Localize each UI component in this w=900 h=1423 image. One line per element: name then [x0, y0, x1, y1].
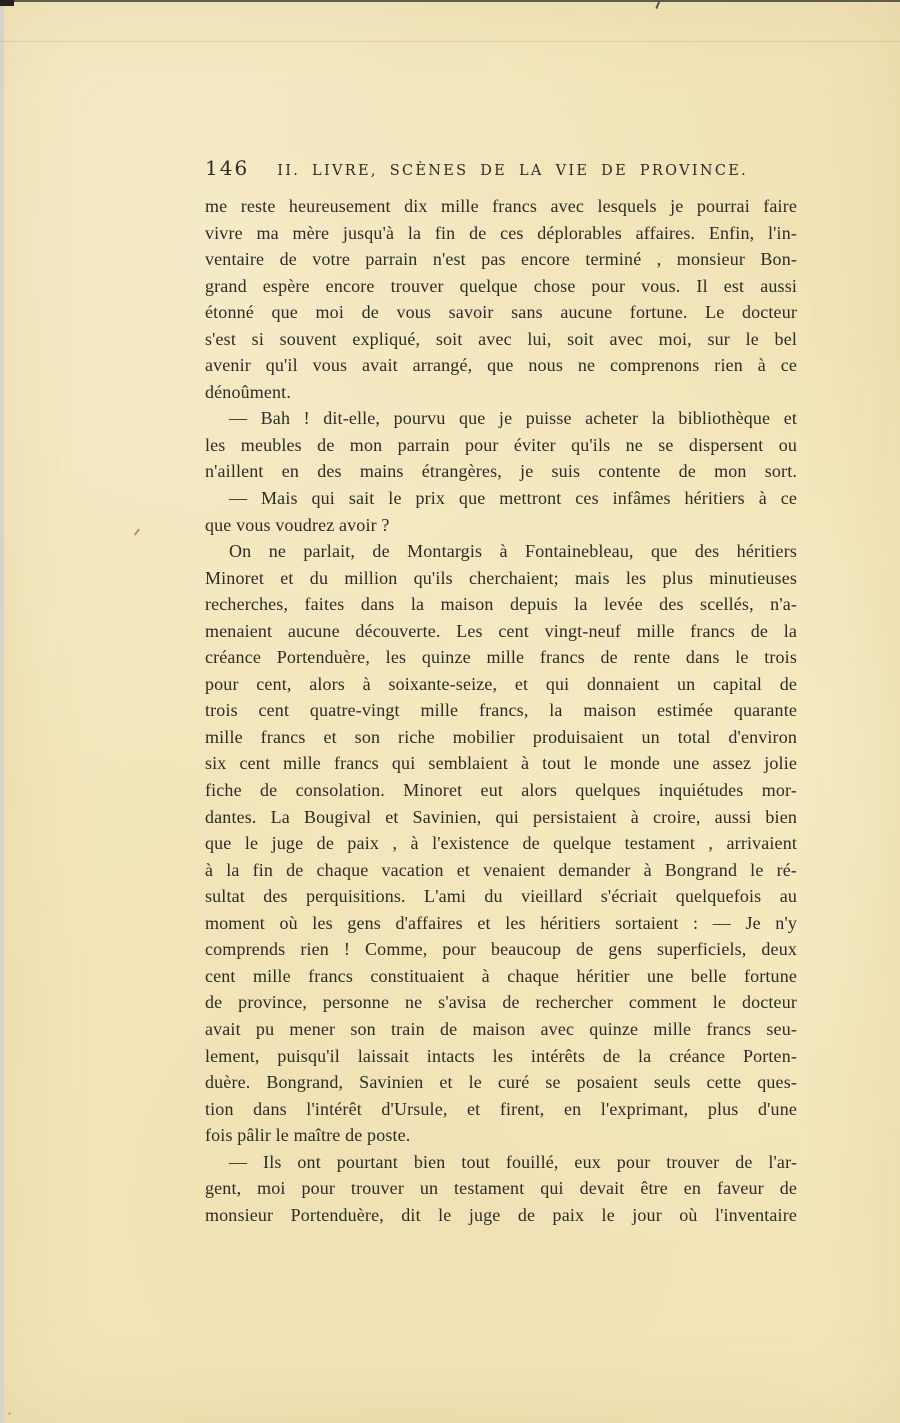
text-line: fiche de consolation. Minoret eut alors quelques inquiétudes mor- [205, 780, 797, 801]
paper-crease [0, 41, 900, 42]
text-line: que vous voudrez avoir ? [205, 514, 390, 535]
paper-fleck-bottom [8, 1412, 11, 1415]
running-title: II. LIVRE, SCÈNES DE LA VIE DE PROVINCE. [277, 163, 749, 179]
text-line: grand espère encore trouver quelque chose pour vous. Il est aussi [205, 275, 797, 296]
text-line: sultat des perquisitions. L'ami du vieillard s'écriait quelquefois au [205, 886, 797, 907]
text-line: — Mais qui sait le prix que mettront ces infâmes héritiers à ce [229, 488, 797, 509]
paragraph [205, 405, 797, 485]
text-line: créance Portenduère, les quinze mille francs de rente dans le trois [205, 647, 797, 668]
page-number: 146 [205, 156, 250, 180]
paragraph [205, 485, 797, 538]
paragraph [205, 1149, 797, 1229]
scan-top-left-notch [0, 0, 14, 6]
text-line: dénoûment. [205, 381, 291, 402]
text-line: avait pu mener son train de maison avec quinze mille francs seu- [205, 1018, 797, 1039]
text-line: On ne parlait, de Montargis à Fontainebleau, que des héritiers [229, 541, 797, 562]
text-line: moment où les gens d'affaires et les héritiers sortaient : — Je n'y [205, 912, 797, 933]
text-line: pour cent, alors à soixante-seize, et qui donnaient un capital de [205, 673, 797, 694]
text-line: vivre ma mère jusqu'à la fin de ces déplorables affaires. Enfin, l'in- [205, 222, 797, 243]
text-line: — Bah ! dit-elle, pourvu que je puisse acheter la bibliothèque et [229, 408, 797, 429]
text-line: Minoret et du million qu'ils cherchaient; mais les plus minutieuses [205, 567, 797, 588]
text-line: que le juge de paix , à l'existence de quelque testament , arrivaient [205, 833, 797, 854]
text-block [205, 193, 797, 1228]
paragraph [205, 193, 797, 405]
text-line: s'est si souvent expliqué, soit avec lui, soit avec moi, sur le bel [205, 328, 797, 349]
paragraph [205, 538, 797, 1149]
text-line: six cent mille francs qui semblaient à tout le monde une assez jolie [205, 753, 797, 774]
text-line: fois pâlir le maître de poste. [205, 1125, 411, 1146]
text-line: étonné que moi de vous savoir sans aucune fortune. Le docteur [205, 302, 797, 323]
text-line: duère. Bongrand, Savinien et le curé se posaient seuls cette ques- [205, 1072, 797, 1093]
text-line: de province, personne ne s'avisa de rechercher comment le docteur [205, 992, 797, 1013]
text-line: tion dans l'intérêt d'Ursule, et firent, en l'exprimant, plus d'une [205, 1098, 797, 1119]
text-line: gent, moi pour trouver un testament qui devait être en faveur de [205, 1178, 797, 1199]
text-line: n'aillent en des mains étrangères, je suis contente de mon sort. [205, 461, 797, 482]
text-line: ventaire de votre parrain n'est pas encore terminé , monsieur Bon- [205, 249, 797, 270]
text-line: me reste heureusement dix mille francs avec lesquels je pourrai faire [205, 196, 797, 216]
text-line: — Ils ont pourtant bien tout fouillé, eux pour trouver de l'ar- [229, 1151, 797, 1172]
text-line: dantes. La Bougival et Savinien, qui persistaient à croire, aussi bien [205, 806, 797, 827]
text-line: les meubles de mon parrain pour éviter qu'ils ne se dispersent ou [205, 434, 797, 455]
text-line: à la fin de chaque vacation et venaient demander à Bongrand le ré- [205, 859, 797, 880]
text-line: mille francs et son riche mobilier produisaient un total d'environ [205, 726, 797, 747]
scan-left-edge [0, 0, 4, 1423]
text-line: menaient aucune découverte. Les cent vingt-neuf mille francs de la [205, 620, 797, 641]
text-line: comprends rien ! Comme, pour beaucoup de gens superficiels, deux [205, 939, 797, 960]
page-header [205, 156, 797, 180]
text-line: monsieur Portenduère, dit le juge de paix le jour où l'inventaire [205, 1204, 797, 1225]
scan-top-edge-line [0, 0, 900, 2]
text-line: lement, puisqu'il laissait intacts les intérêts de la créance Porten- [205, 1045, 797, 1066]
text-line: cent mille francs constituaient à chaque héritier une belle fortune [205, 965, 797, 986]
text-line: avenir qu'il vous avait arrangé, que nous ne comprenons rien à ce [205, 355, 797, 376]
text-line: recherches, faites dans la maison depuis la levée des scellés, n'a- [205, 594, 797, 615]
text-line: trois cent quatre-vingt mille francs, la maison estimée quarante [205, 700, 797, 721]
